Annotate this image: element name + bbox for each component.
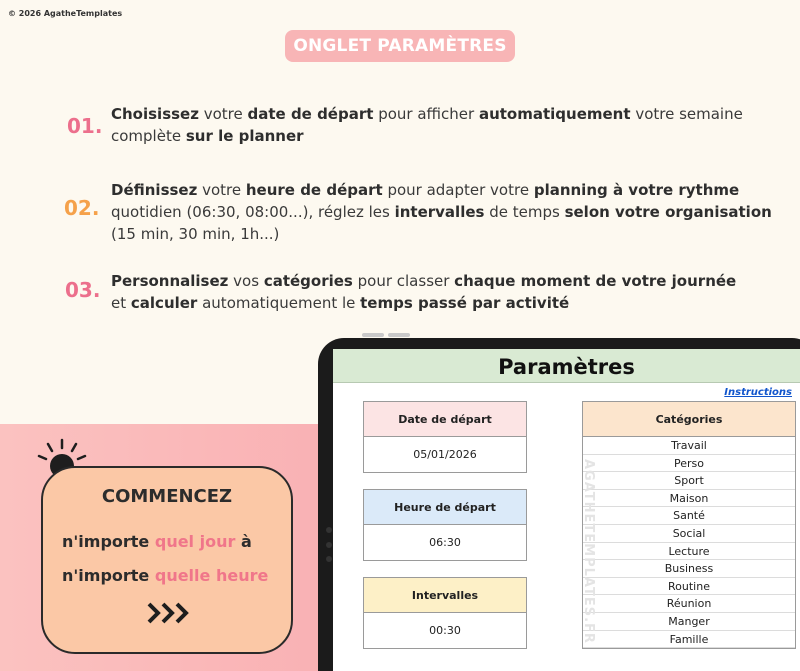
start-date-box: [363, 401, 527, 473]
card-line-1: [62, 532, 252, 551]
tablet-camera: [326, 542, 332, 548]
category-row[interactable]: Maison: [583, 490, 795, 508]
instructions-link[interactable]: Instructions: [724, 387, 792, 398]
start-time-box: [363, 489, 527, 561]
tablet-button: [362, 333, 384, 337]
spreadsheet-screen: [333, 349, 800, 671]
card-line-2: [62, 566, 268, 585]
step-1-number: 01.: [67, 114, 103, 138]
promo-card: [41, 466, 293, 654]
step-2-text: Définissez votre heure de départ pour adapter votre planning à votre rythme quotidien (06:30, 08:00...), réglez les intervalles de temps selon votre organisation (15 min, 30 min, 1h...): [111, 181, 772, 243]
copyright-text: © 2026 AgatheTemplates: [8, 9, 123, 18]
category-row[interactable]: Routine: [583, 578, 795, 596]
category-row[interactable]: Famille: [583, 631, 795, 649]
tablet-camera: [326, 556, 332, 562]
tablet-button: [388, 333, 410, 337]
categories-header: Catégories: [583, 402, 795, 437]
categories-list: [583, 437, 795, 648]
category-row[interactable]: Travail: [583, 437, 795, 455]
categories-table: [582, 401, 796, 649]
category-row[interactable]: Réunion: [583, 595, 795, 613]
card-line-1-c: à: [235, 532, 252, 551]
card-line-2-highlight: quelle heure: [154, 566, 269, 585]
category-row[interactable]: Sport: [583, 472, 795, 490]
category-row[interactable]: Manger: [583, 613, 795, 631]
card-line-1-a: n'importe: [62, 532, 155, 551]
category-row[interactable]: Business: [583, 560, 795, 578]
start-date-label: Date de départ: [364, 402, 526, 437]
start-time-input[interactable]: 06:30: [429, 536, 461, 549]
watermark-text: AGATHETEMPLATES.FR: [581, 459, 596, 644]
step-2-number: 02.: [64, 196, 100, 220]
step-1-text: Choisissez votre date de départ pour afficher automatiquement votre semaine complète sur le planner: [111, 105, 743, 145]
page-title: ONGLET PARAMÈTRES: [285, 30, 515, 62]
card-line-1-highlight: quel jour: [154, 532, 236, 551]
interval-box: [363, 577, 527, 649]
sheet-title: Paramètres: [333, 349, 800, 383]
chevrons-right-icon: [146, 601, 192, 625]
category-row[interactable]: Social: [583, 525, 795, 543]
category-row[interactable]: Perso: [583, 455, 795, 473]
tablet-camera: [326, 527, 332, 533]
category-row[interactable]: Santé: [583, 507, 795, 525]
interval-label: Intervalles: [364, 578, 526, 613]
card-line-2-a: n'importe: [62, 566, 155, 585]
start-time-label: Heure de départ: [364, 490, 526, 525]
step-3-text: Personnalisez vos catégories pour classer chaque moment de votre journée et calculer automatiquement le temps passé par activité: [111, 272, 737, 312]
interval-input[interactable]: 00:30: [429, 624, 461, 637]
start-date-input[interactable]: 05/01/2026: [413, 448, 477, 461]
card-title: COMMENCEZ: [101, 486, 233, 507]
category-row[interactable]: Lecture: [583, 543, 795, 561]
step-3-number: 03.: [65, 278, 101, 302]
